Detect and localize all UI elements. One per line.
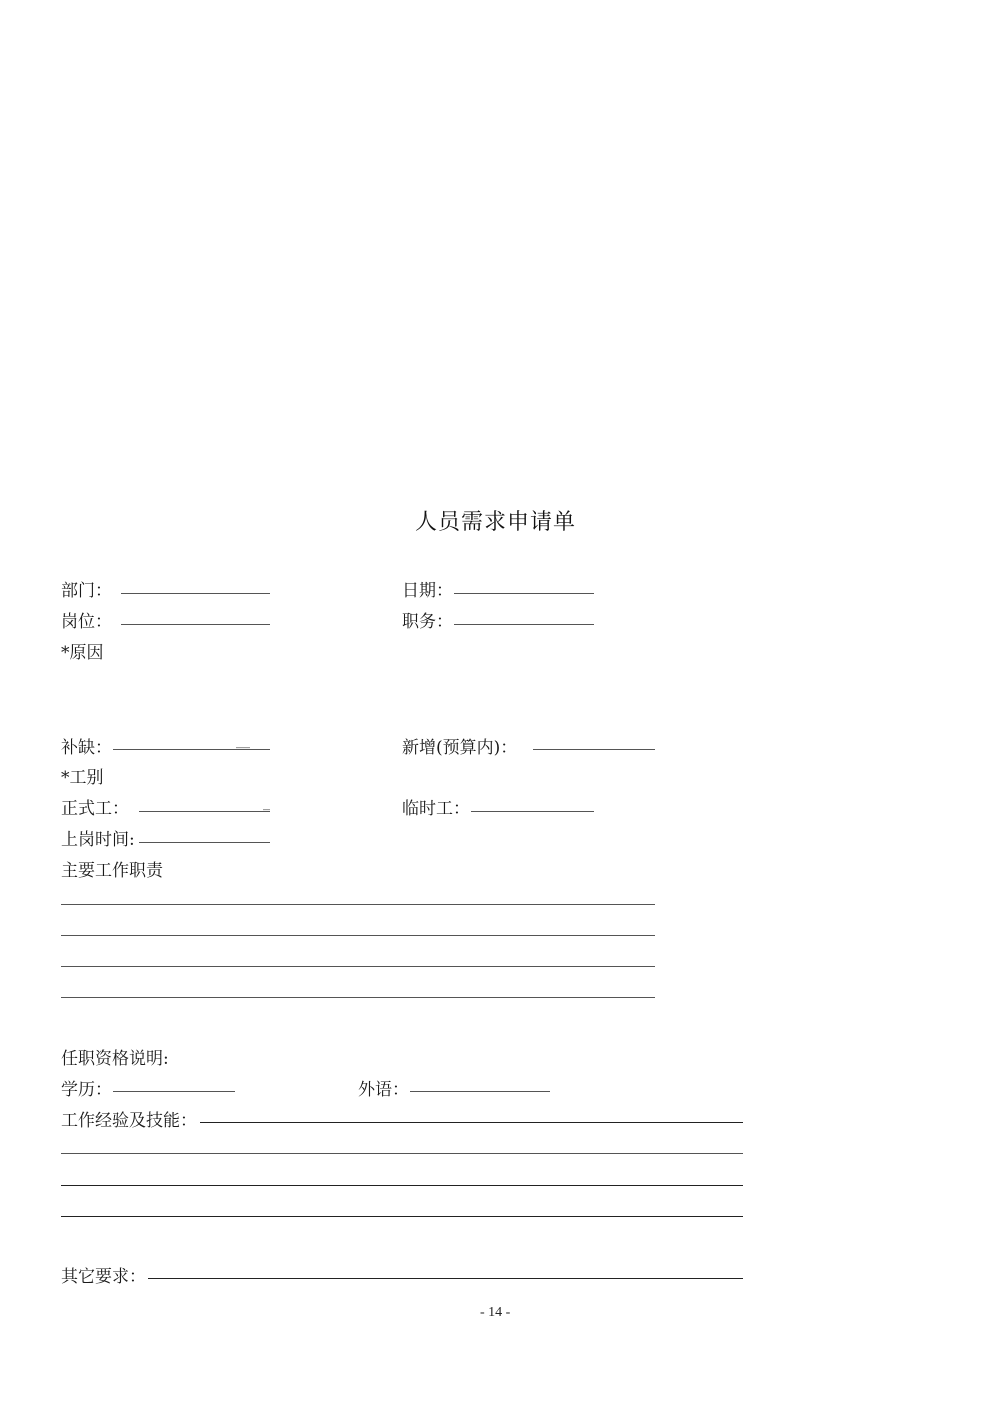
regular-field[interactable]	[139, 811, 270, 812]
education-label: 学历：	[61, 1080, 112, 1100]
experience-line-2[interactable]	[61, 1153, 743, 1154]
experience-line-3[interactable]	[61, 1185, 743, 1186]
experience-label: 工作经验及技能：	[61, 1111, 197, 1131]
duty-label: 职务：	[402, 612, 453, 632]
responsibilities-label: 主要工作职责	[61, 861, 163, 881]
temp-label: 临时工：	[402, 799, 470, 819]
start-time-label: 上岗时间:	[61, 830, 135, 850]
language-field[interactable]	[410, 1091, 550, 1092]
other-label: 其它要求：	[61, 1267, 146, 1287]
department-field[interactable]	[121, 593, 270, 594]
reason-label: *原因	[61, 643, 104, 663]
regular-label: 正式工：	[61, 799, 129, 819]
form-title: 人员需求申请单	[415, 510, 577, 535]
replacement-suffix: __	[236, 733, 250, 749]
other-field[interactable]	[148, 1278, 743, 1279]
page-number: - 14 -	[480, 1305, 511, 1320]
date-field[interactable]	[454, 593, 594, 594]
start-time-field[interactable]	[139, 842, 270, 843]
position-field[interactable]	[121, 624, 270, 625]
new-hire-field[interactable]	[533, 749, 655, 750]
responsibilities-line-1[interactable]	[61, 904, 655, 905]
regular-suffix: _	[263, 795, 270, 811]
replacement-field[interactable]	[113, 749, 270, 750]
language-label: 外语：	[358, 1080, 409, 1100]
department-label: 部门：	[61, 581, 112, 601]
experience-line-4[interactable]	[61, 1216, 743, 1217]
qualification-label: 任职资格说明:	[61, 1049, 169, 1069]
position-label: 岗位：	[61, 612, 112, 632]
experience-line-1[interactable]	[200, 1122, 743, 1123]
education-field[interactable]	[113, 1091, 235, 1092]
work-type-label: *工别	[61, 768, 104, 788]
responsibilities-line-3[interactable]	[61, 966, 655, 967]
date-label: 日期：	[402, 581, 453, 601]
responsibilities-line-4[interactable]	[61, 997, 655, 998]
new-hire-label: 新增(预算内)：	[402, 738, 518, 758]
responsibilities-line-2[interactable]	[61, 935, 655, 936]
replacement-label: 补缺：	[61, 738, 112, 758]
temp-field[interactable]	[471, 811, 594, 812]
duty-field[interactable]	[454, 624, 594, 625]
